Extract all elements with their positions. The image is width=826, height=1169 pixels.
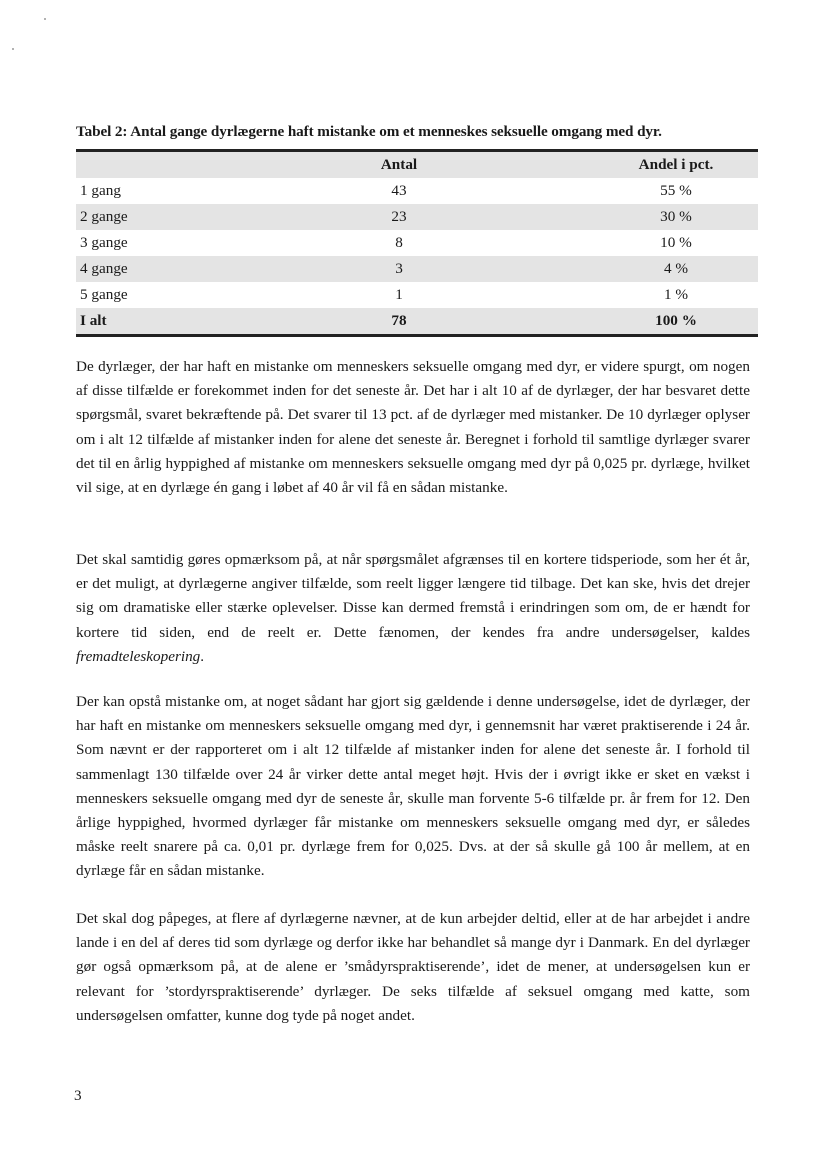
body-paragraph: [76, 355, 750, 500]
table-row: [76, 256, 758, 282]
body-paragraph: [76, 907, 750, 1028]
scan-speck: [44, 18, 46, 20]
table-row: [76, 178, 758, 204]
table-cell: 8: [395, 234, 403, 251]
page-number: 3: [74, 1087, 82, 1104]
body-paragraph: [76, 548, 750, 669]
table-cell: 43: [391, 182, 407, 199]
table-cell: 10 %: [660, 234, 692, 251]
table-cell: 78: [391, 312, 407, 329]
table-row: [76, 230, 758, 256]
table-cell: 100 %: [655, 312, 697, 329]
table-header-cell: Andel i pct.: [638, 156, 714, 173]
table-cell: 1 gang: [80, 182, 121, 199]
table-caption: Tabel 2: Antal gange dyrlægerne haft mistanke om et menneskes seksuelle omgang med dyr.: [76, 123, 662, 140]
paragraph-text: Det skal dog påpeges, at flere af dyrlægerne nævner, at de kun arbejder deltid, eller at de har arbejdet i andre lande i en del af deres tid som dyrlæge og derfor ikke har behandlet så mange dyr i Danmark. En del dyrlæger gør også opmærksom på, at de alene er ’smådyrspraktiserende’, idet de mener, at undersøgelsen kun er relevant for ’stordyrspraktiserende’ dyrlæger. De seks tilfælde af seksuel omgang med katte, som undersøgelsen omfatter, kunne dog tyde på noget andet.: [76, 910, 750, 1024]
table-row: [76, 282, 758, 308]
paragraph-text-segment: .: [200, 647, 205, 665]
paragraph-text: Der kan opstå mistanke om, at noget sådant har gjort sig gældende i denne undersøgelse, idet de dyrlæger, der har haft en mistanke om menneskers seksuelle omgang med dyr, i gennemsnit har været praktiserende i 24 år. Som nævnt er der rapporteret om i alt 12 tilfælde af mistanker inden for alene det seneste år. I forhold til sammenlagt 130 tilfælde over 24 år virker dette antal meget højt. Hvis der i øvrigt ikke er sket en vækst i menneskers seksuelle omgang med dyr de seneste år, skulle man forvente 5-6 tilfælde pr. år frem for 12. Den årlige hyppighed, hvormed dyrlæger får mistanke om menneskers seksuelle omgang med dyr, er således måske reelt snarere på ca. 0,01 pr. dyrlæge frem for 0,025. Dvs. at der så skulle gå 100 år mellem, at en dyrlæge får en sådan mistanke.: [76, 693, 750, 880]
paragraph-text: [76, 548, 750, 669]
table-cell: 1: [395, 286, 403, 303]
table-cell: 4 %: [663, 260, 689, 277]
table-row: [76, 204, 758, 230]
table-cell: I alt: [80, 312, 107, 329]
paragraph-text: De dyrlæger, der har haft en mistanke om menneskers seksuelle omgang med dyr, er videre spurgt, om nogen af disse tilfælde er forekommet inden for det seneste år. Det har i alt 10 af de dyrlæger, der har besvaret dette spørgsmål, svaret bekræftende på. Det svarer til 13 pct. af de dyrlæger med mistanker. De 10 dyrlæger oplyser om i alt 12 tilfælde af mistanker inden for alene det seneste år. Beregnet i forhold til samtlige dyrlæger svarer det til en årlig hyppighed af mistanke om menneskers seksuelle omgang med dyr på 0,025 pr. dyrlæge, hvilket vil sige, at en dyrlæge én gang i løbet af 40 år vil få en sådan mistanke.: [76, 358, 750, 497]
table-cell: 4 gange: [80, 260, 128, 277]
table-header-cell: [76, 151, 340, 179]
table-cell: 3: [395, 260, 403, 277]
paragraph-text-segment: Det skal samtidig gøres opmærksom på, at når spørgsmålet afgrænses til en kortere tidsperiode, som her ét år, er det muligt, at dyrlægerne angiver tilfælde, som reelt ligger længere tid tilbage. Det kan ske, hvis det drejer sig om dramatiske eller stærke oplevelser. Disse kan dermed fremstå i erindringen som om, de er hændt for kortere tid siden, end de reelt er. Dette fænomen, der kendes fra andre undersøgelser, kaldes: [76, 551, 750, 641]
data-table: [76, 149, 758, 337]
table-cell: 30 %: [660, 208, 692, 225]
table-header-row: [76, 151, 758, 179]
table-cell: 2 gange: [80, 208, 128, 225]
table-total-row: [76, 308, 758, 336]
table-cell: 3 gange: [80, 234, 128, 251]
scan-speck: [12, 48, 14, 50]
table-cell: 5 gange: [80, 286, 128, 303]
italic-term: fremadteleskopering: [76, 647, 201, 665]
table-cell: 1 %: [663, 286, 689, 303]
table-header-cell: Antal: [380, 156, 418, 173]
body-paragraph: [76, 690, 750, 884]
table-cell: 55 %: [660, 182, 692, 199]
table-cell: 23: [391, 208, 407, 225]
